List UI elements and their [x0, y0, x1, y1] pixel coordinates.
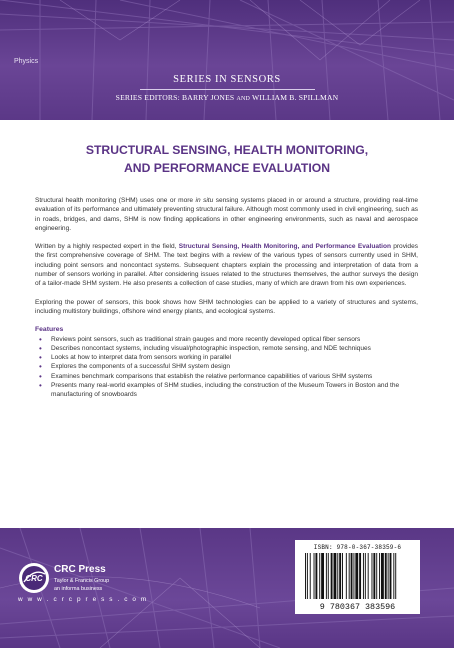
cover-header	[0, 0, 454, 120]
architecture-pattern-top	[0, 0, 454, 120]
barcode-bar	[319, 553, 320, 599]
barcode-bar	[339, 553, 341, 599]
barcode-bar	[381, 553, 384, 599]
feature-item: • Explores the components of a successful SHM system design	[35, 362, 418, 371]
barcode	[295, 540, 420, 614]
barcode-bar	[355, 553, 358, 599]
editors-suffix: WILLIAM B. SPILLMAN	[252, 93, 339, 102]
description	[35, 196, 418, 400]
series-divider	[140, 89, 315, 90]
paragraph-1	[35, 196, 418, 233]
subject-label: Physics	[14, 58, 39, 65]
barcode-bar	[337, 553, 338, 599]
publisher-group: Taylor & Francis Group	[54, 578, 110, 584]
editors-prefix: SERIES EDITORS: BARRY JONES	[115, 93, 235, 102]
barcode-bar	[310, 553, 311, 599]
barcode-bar	[328, 553, 329, 599]
feature-item: • Looks at how to interpret data from sensors working in parallel	[35, 353, 418, 362]
barcode-bar	[349, 553, 350, 599]
barcode-bar	[314, 553, 315, 599]
p1-italic: in situ	[195, 197, 214, 204]
barcode-bar	[307, 553, 308, 599]
book-title	[0, 141, 454, 177]
barcode-bar	[334, 553, 337, 599]
series-editors	[0, 93, 454, 102]
crc-logo-text: CRC	[25, 574, 43, 583]
barcode-bar	[331, 553, 333, 599]
barcode-bar	[365, 553, 366, 599]
feature-item: • Describes noncontact systems, including visual/photographic inspection, remote sensing, and NDE techniques	[35, 344, 418, 353]
barcode-bar	[376, 553, 377, 599]
publisher-name: CRC Press	[54, 564, 106, 575]
barcode-bar	[315, 553, 317, 599]
publisher-url: w w w . c r c p r e s s . c o m	[18, 596, 148, 603]
barcode-bars	[295, 540, 420, 614]
content-panel	[0, 120, 454, 528]
feature-item: • Presents many real-world examples of SHM studies, including the construction of the Museum Towers in Boston and the manufacturing of snowboards	[35, 381, 418, 400]
editors-and: AND	[236, 96, 251, 102]
isbn-label: ISBN: 978-0-367-38359-6	[313, 544, 402, 551]
features-heading: Features	[35, 326, 64, 334]
publisher-business: an informa business	[54, 586, 103, 592]
p2-book-title: Structural Sensing, Health Monitoring, and Performance Evaluation	[178, 243, 391, 251]
p1-text-a: Structural health monitoring (SHM) uses one or more	[35, 197, 196, 204]
series-title: SERIES IN SENSORS	[173, 74, 281, 85]
barcode-number: 9 780367 383596	[319, 602, 396, 612]
barcode-bar	[351, 553, 353, 599]
paragraph-3: Exploring the power of sensors, this book shows how SHM technologies can be applied to a variety of structures and systems, including multistory buildings, offshore wind energy plants, and ecological systems.	[35, 298, 418, 315]
barcode-bar	[390, 553, 392, 599]
p2-text-b: provides the first comprehensive coverage of SHM. The text begins with a review of the various types of sensors currently used in SHM, including point sensors and noncontact systems. Subsequent chapters explain the processing and interpretation of data from a number of sensors working in parallel. After considering issues related to the structures themselves, the author surveys the design of a tailor-made SHM system. He also presents a collection of case studies, many of which are drawn from his own experiences.	[35, 243, 418, 288]
book-title-line-2: AND PERFORMANCE EVALUATION	[123, 161, 331, 175]
barcode-bar	[379, 553, 380, 599]
barcode-bar	[395, 553, 396, 599]
feature-item: • Examines benchmark comparisons that establish the relative performance capabilities of various SHM systems	[35, 372, 418, 381]
p2-text-a: Written by a highly respected expert in the field,	[35, 243, 179, 251]
barcode-bar	[359, 553, 361, 599]
barcode-bar	[346, 553, 347, 599]
barcode-bar	[368, 553, 369, 599]
barcode-bar	[372, 553, 373, 599]
barcode-bar	[321, 553, 324, 599]
crc-logo-icon	[18, 562, 50, 594]
feature-item: • Reviews point sensors, such as traditional strain gauges and more recently developed optical fiber sensors	[35, 335, 418, 344]
barcode-bar	[353, 553, 354, 599]
book-title-line-1: STRUCTURAL SENSING, HEALTH MONITORING,	[85, 143, 369, 157]
barcode-bar	[363, 553, 364, 599]
p1-text-b: sensing systems placed in or around a structure, providing real-time evaluation of its performance and ultimately preventing structural failure. Although most commonly used in civil engineering, such as in roads, bridges, and dams, SHM is now finding applications in other engineering environments, such as naval and aerospace engineering.	[35, 197, 418, 232]
barcode-bar	[385, 553, 387, 599]
barcode-bar	[326, 553, 327, 599]
barcode-bar	[393, 553, 394, 599]
features-list	[35, 335, 418, 400]
barcode-bar	[388, 553, 389, 599]
paragraph-2	[35, 242, 418, 288]
barcode-bar	[342, 553, 343, 599]
barcode-bar	[373, 553, 375, 599]
barcode-bar	[305, 553, 306, 599]
